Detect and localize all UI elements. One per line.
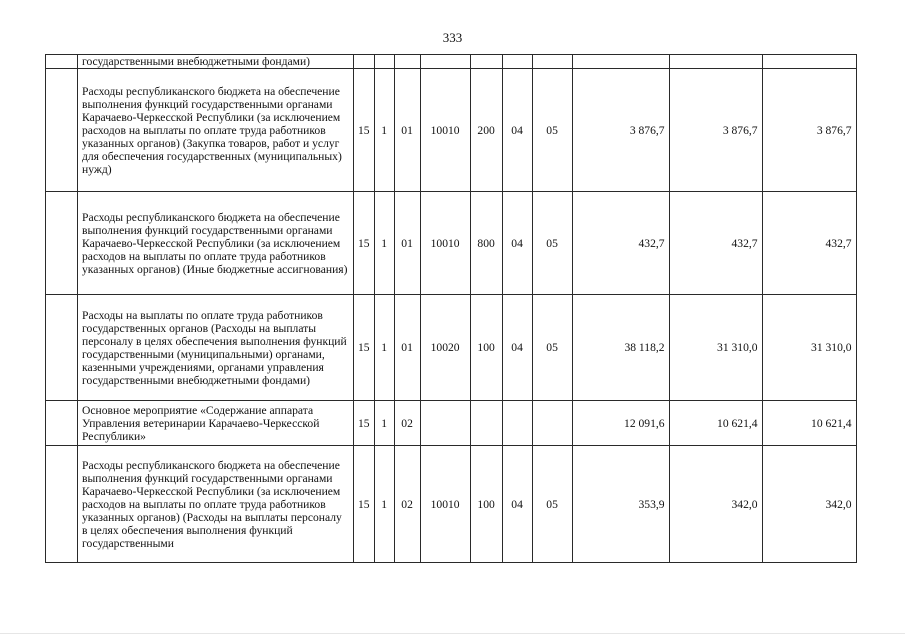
- code-cell: [532, 55, 572, 69]
- table-row: [46, 192, 857, 295]
- budget-table: [45, 54, 857, 563]
- code-cell: 04: [502, 295, 532, 401]
- code-cell: 05: [532, 295, 572, 401]
- code-cell: 05: [532, 446, 572, 563]
- code-cell: [420, 55, 470, 69]
- description-cell: Расходы республиканского бюджета на обеспечение выполнения функций государственными органами Карачаево-Черкесской Республики (за исключением расходов на выплаты по оплате труда работников указанных органов) (Закупка товаров, работ и услуг для обеспечения государственных (муниципальных) нужд): [78, 69, 354, 192]
- amount-cell: 432,7: [572, 192, 669, 295]
- amount-cell: 3 876,7: [669, 69, 762, 192]
- code-cell: 02: [394, 446, 420, 563]
- table-row: [46, 401, 857, 446]
- code-cell: 1: [374, 69, 394, 192]
- amount-cell: 353,9: [572, 446, 669, 563]
- code-cell: 10010: [420, 192, 470, 295]
- description-cell: Расходы республиканского бюджета на обеспечение выполнения функций государственными органами Карачаево-Черкесской Республики (за исключением расходов на выплаты по оплате труда работников указанных органов) (Расходы на выплаты персоналу в целях обеспечения выполнения функций государственными: [78, 446, 354, 563]
- code-cell: [420, 401, 470, 446]
- table-row: [46, 55, 857, 69]
- code-cell: [470, 401, 502, 446]
- code-cell: [502, 55, 532, 69]
- code-cell: 04: [502, 446, 532, 563]
- description-cell: государственными внебюджетными фондами): [78, 55, 354, 69]
- code-cell: 1: [374, 446, 394, 563]
- code-cell: 04: [502, 192, 532, 295]
- table-row: [46, 69, 857, 192]
- table-row: [46, 295, 857, 401]
- row-number-cell: [46, 401, 78, 446]
- code-cell: 02: [394, 401, 420, 446]
- code-cell: 15: [354, 295, 375, 401]
- amount-cell: 432,7: [762, 192, 856, 295]
- amount-cell: 10 621,4: [669, 401, 762, 446]
- amount-cell: 432,7: [669, 192, 762, 295]
- code-cell: 15: [354, 192, 375, 295]
- code-cell: 100: [470, 295, 502, 401]
- code-cell: 10010: [420, 69, 470, 192]
- code-cell: 05: [532, 192, 572, 295]
- code-cell: 01: [394, 69, 420, 192]
- code-cell: 1: [374, 295, 394, 401]
- amount-cell: 38 118,2: [572, 295, 669, 401]
- amount-cell: 342,0: [762, 446, 856, 563]
- code-cell: 05: [532, 69, 572, 192]
- code-cell: 200: [470, 69, 502, 192]
- row-number-cell: [46, 69, 78, 192]
- code-cell: 15: [354, 69, 375, 192]
- code-cell: 04: [502, 69, 532, 192]
- row-number-cell: [46, 446, 78, 563]
- amount-cell: [762, 55, 856, 69]
- code-cell: [532, 401, 572, 446]
- code-cell: 15: [354, 446, 375, 563]
- row-number-cell: [46, 55, 78, 69]
- scan-edge-line: [0, 633, 905, 634]
- amount-cell: 31 310,0: [762, 295, 856, 401]
- amount-cell: [669, 55, 762, 69]
- code-cell: 10020: [420, 295, 470, 401]
- amount-cell: 10 621,4: [762, 401, 856, 446]
- code-cell: 1: [374, 401, 394, 446]
- code-cell: 100: [470, 446, 502, 563]
- code-cell: 1: [374, 192, 394, 295]
- code-cell: [374, 55, 394, 69]
- amount-cell: 3 876,7: [762, 69, 856, 192]
- code-cell: 800: [470, 192, 502, 295]
- code-cell: [470, 55, 502, 69]
- description-cell: Расходы республиканского бюджета на обеспечение выполнения функций государственными органами Карачаево-Черкесской Республики (за исключением расходов на выплаты по оплате труда работников указанных органов) (Иные бюджетные ассигнования): [78, 192, 354, 295]
- code-cell: [394, 55, 420, 69]
- table-row: [46, 446, 857, 563]
- code-cell: [502, 401, 532, 446]
- amount-cell: [572, 55, 669, 69]
- amount-cell: 342,0: [669, 446, 762, 563]
- amount-cell: 31 310,0: [669, 295, 762, 401]
- description-cell: Расходы на выплаты по оплате труда работников государственных органов (Расходы на выплаты персоналу в целях обеспечения выполнения функций государственными (муниципальными) органами, казенными учреждениями, органами управления государственными внебюджетными фондами): [78, 295, 354, 401]
- code-cell: 15: [354, 401, 375, 446]
- amount-cell: 3 876,7: [572, 69, 669, 192]
- code-cell: [354, 55, 375, 69]
- row-number-cell: [46, 192, 78, 295]
- code-cell: 01: [394, 192, 420, 295]
- code-cell: 01: [394, 295, 420, 401]
- amount-cell: 12 091,6: [572, 401, 669, 446]
- code-cell: 10010: [420, 446, 470, 563]
- description-cell: Основное мероприятие «Содержание аппарата Управления ветеринарии Карачаево-Черкесской Республики»: [78, 401, 354, 446]
- page-number: 333: [442, 30, 463, 45]
- row-number-cell: [46, 295, 78, 401]
